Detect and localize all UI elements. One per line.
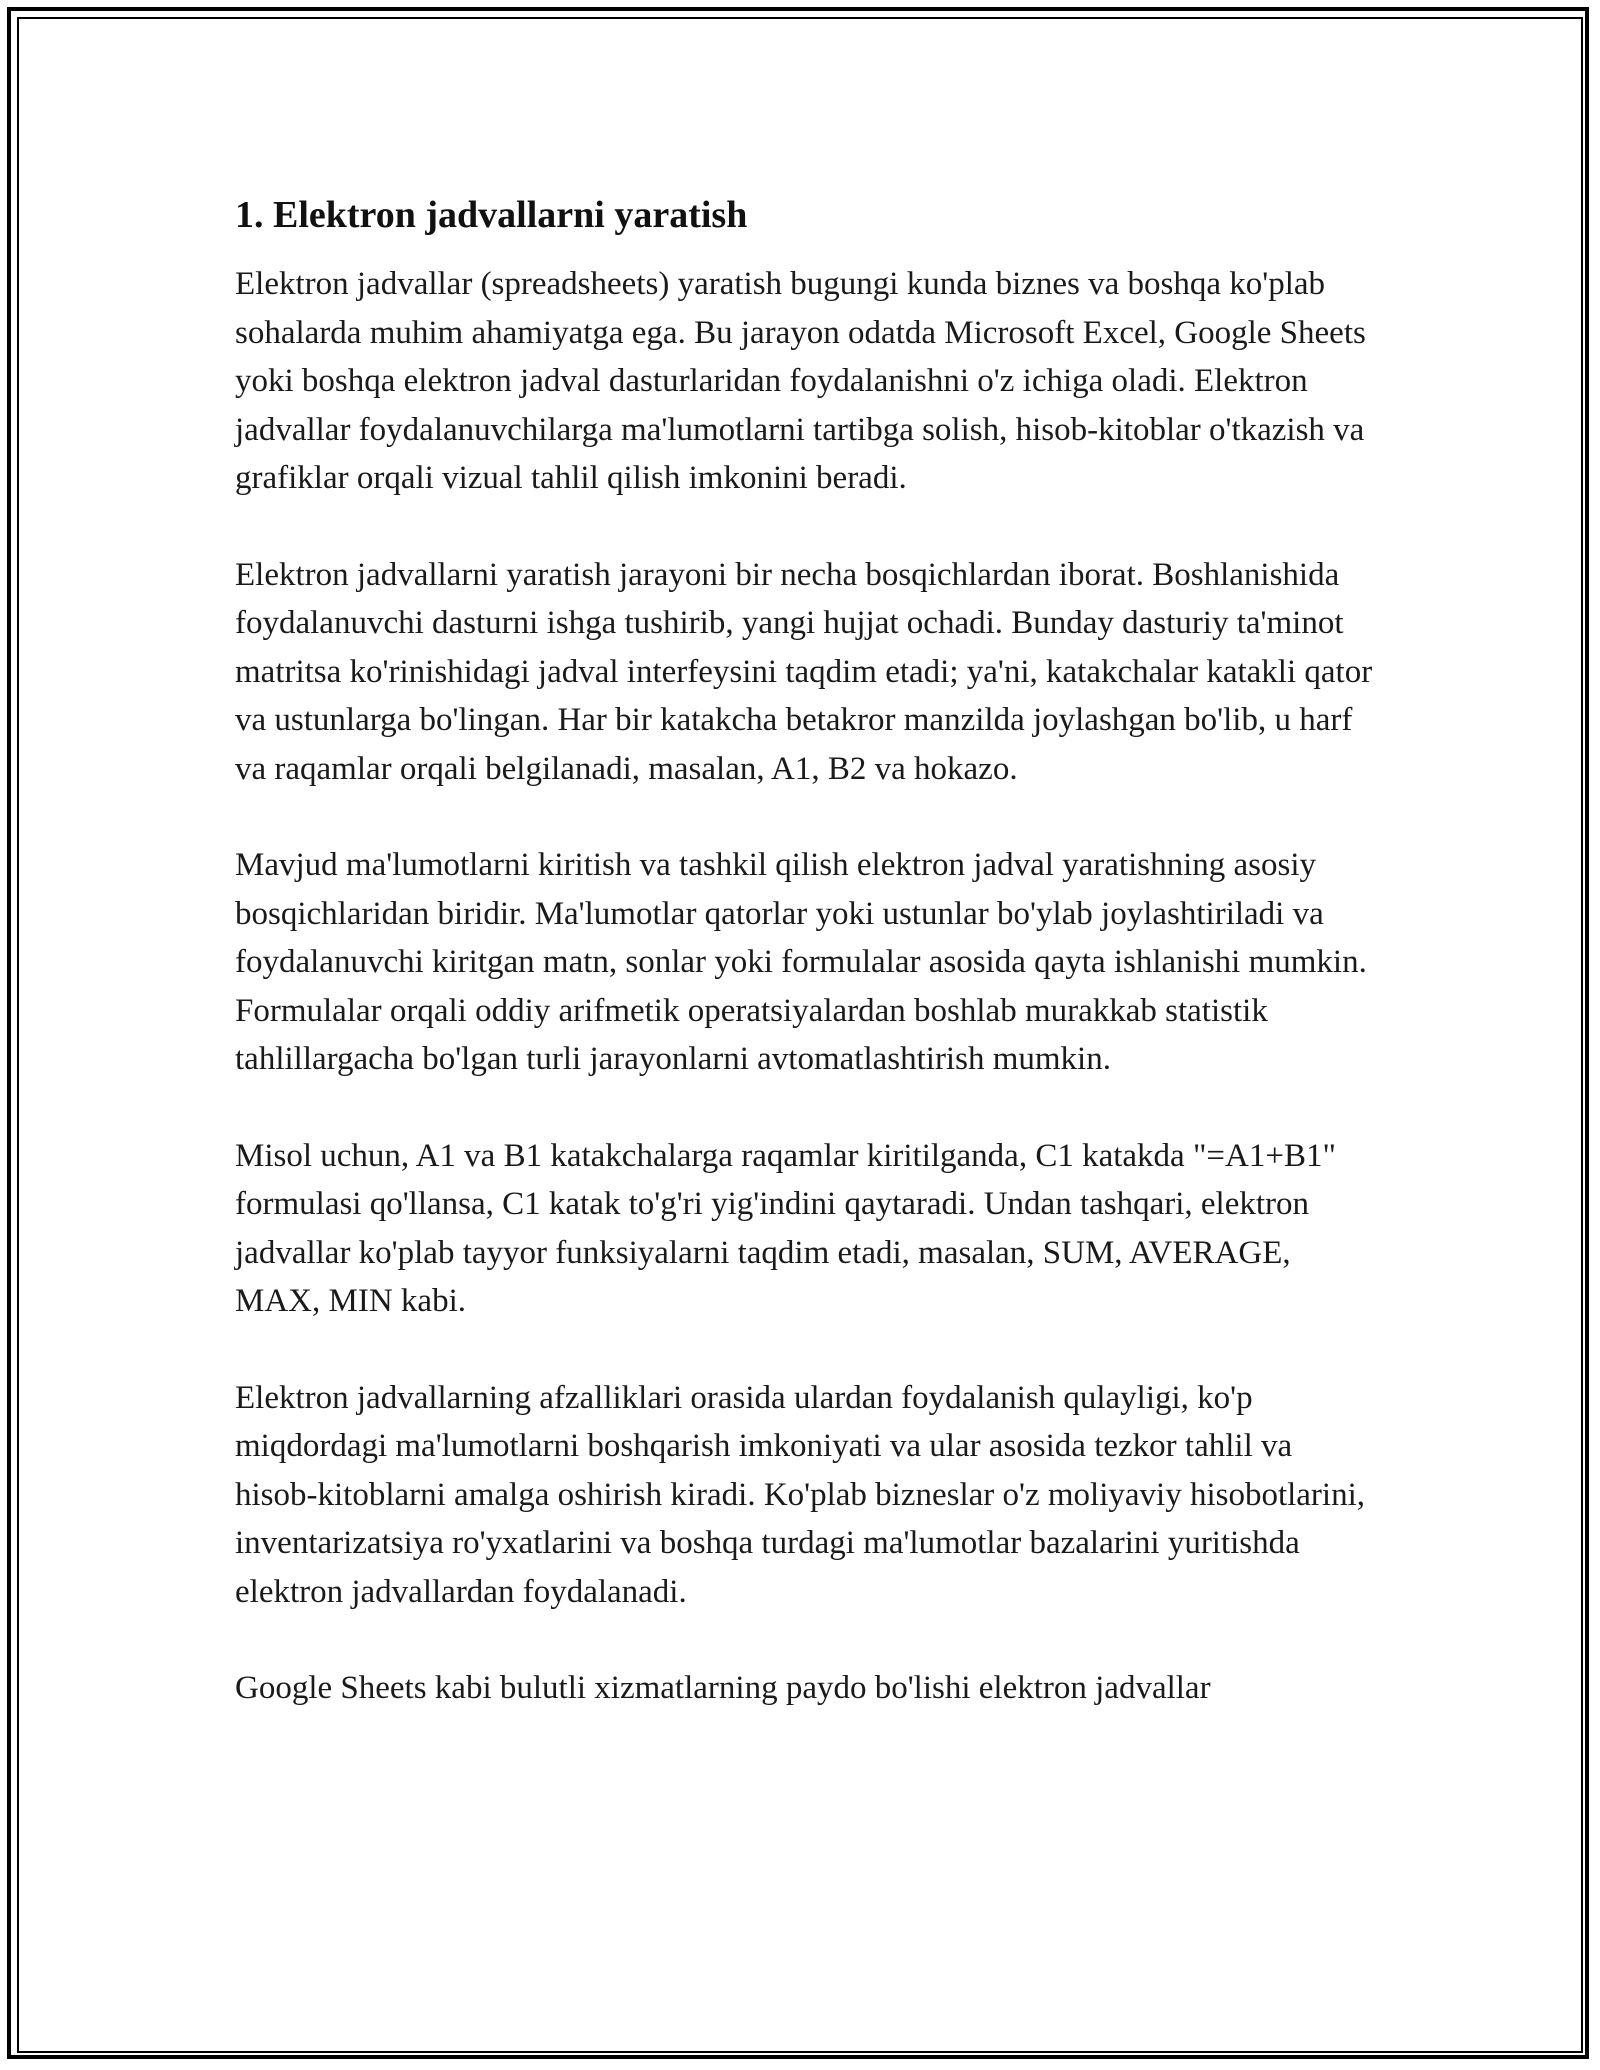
document-body: [235, 188, 1380, 1713]
paragraph-3: Mavjud ma'lumotlarni kiritish va tashkil qilish elektron jadval yaratishning asosiy bosqichlaridan biridir. Ma'lumotlar qatorlar yoki ustunlar bo'ylab joylashtiriladi va foydalanuvchi kiritgan matn, sonlar yoki formulalar asosida qayta ishlanishi mumkin. Formulalar orqali oddiy arifmetik operatsiyalardan boshlab murakkab statistik tahlillargacha bo'lgan turli jarayonlarni avtomatlashtirish mumkin.: [235, 847, 1367, 1077]
paragraph-6: Google Sheets kabi bulutli xizmatlarning paydo bo'lishi elektron jadvallar: [235, 1670, 1211, 1706]
paragraph-2: Elektron jadvallarni yaratish jarayoni bir necha bosqichlardan iborat. Boshlanishida foydalanuvchi dasturni ishga tushirib, yangi hujjat ochadi. Bunday dasturiy ta'minot matritsa ko'rinishidagi jadval interfeysini taqdim etadi; ya'ni, katakchalar katakli qator va ustunlarga bo'lingan. Har bir katakcha betakror manzilda joylashgan bo'lib, u harf va raqamlar orqali belgilanadi, masalan, A1, B2 va hokazo.: [235, 556, 1373, 787]
section-heading: 1. Elektron jadvallarni yaratish: [235, 194, 748, 236]
paragraph-4: Misol uchun, A1 va B1 katakchalarga raqamlar kiritilganda, C1 katakda "=A1+B1" formulasi qo'llansa, C1 katak to'g'ri yig'indini qaytaradi. Undan tashqari, elektron jadvallar ko'plab tayyor funksiyalarni taqdim etadi, masalan, SUM, AVERAGE, MAX, MIN kabi.: [235, 1137, 1336, 1319]
paragraph-5: Elektron jadvallarning afzalliklari orasida ulardan foydalanish qulayligi, ko'p miqdordagi ma'lumotlarni boshqarish imkoniyati va ular asosida tezkor tahlil va hisob-kitoblarni amalga oshirish kiradi. Ko'plab bizneslar o'z moliyaviy hisobotlarini, inventarizatsiya ro'yxatlarini va boshqa turdagi ma'lumotlar bazalarini yuritishda elektron jadvallardan foydalanadi.: [235, 1379, 1366, 1610]
paragraph-1: Elektron jadvallar (spreadsheets) yaratish bugungi kunda biznes va boshqa ko'plab sohalarda muhim ahamiyatga ega. Bu jarayon odatda Microsoft Excel, Google Sheets yoki boshqa elektron jadval dasturlaridan foydalanishni o'z ichiga oladi. Elektron jadvallar foydalanuvchilarga ma'lumotlarni tartibga solish, hisob-kitoblar o'tkazish va grafiklar orqali vizual tahlil qilish imkonini beradi.: [235, 266, 1366, 496]
